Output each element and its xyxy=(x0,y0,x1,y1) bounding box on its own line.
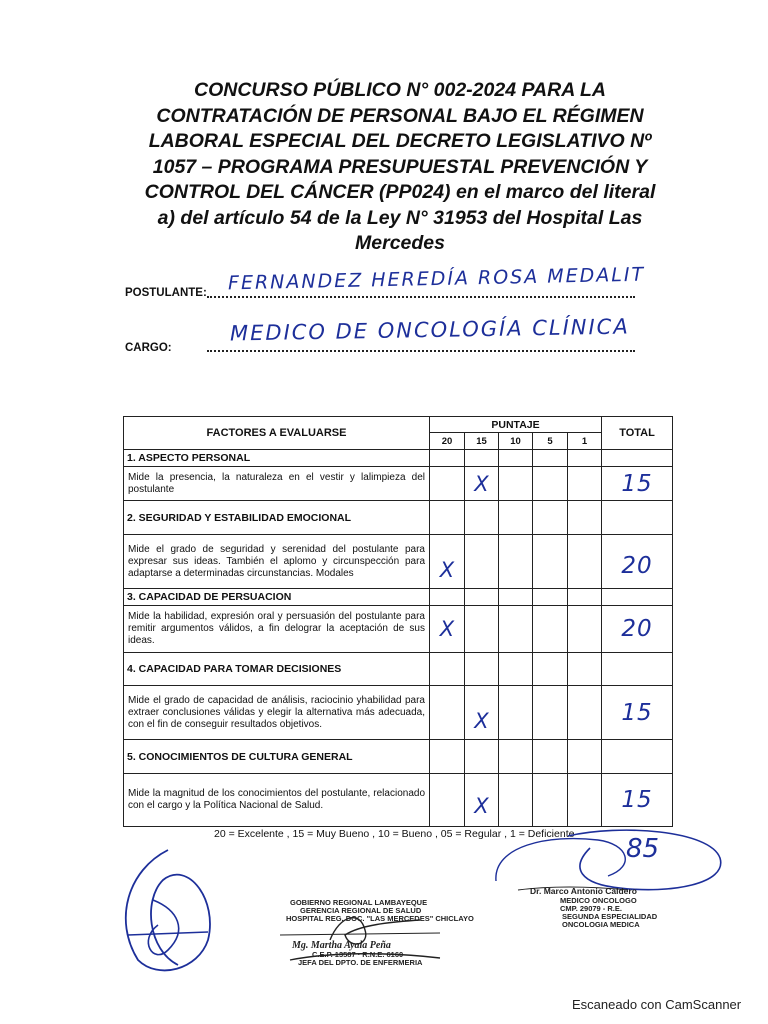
total-cell xyxy=(602,467,673,501)
handwritten-x-mark: X xyxy=(474,794,489,818)
cargo-dotted-line xyxy=(207,350,635,352)
total-cell xyxy=(602,535,673,589)
left-signature-icon xyxy=(108,840,228,990)
title-line: Mercedes xyxy=(355,232,445,254)
score-cell xyxy=(533,467,568,501)
score-cell xyxy=(465,606,499,653)
document-title xyxy=(105,78,695,257)
section-title: 4. CAPACIDAD PARA TOMAR DECISIONES xyxy=(124,653,430,686)
score-cell xyxy=(465,774,499,827)
section-description: Mide el grado de seguridad y serenidad del postulante para expresar sus ideas. También el aplomo y circunspección para adaptarse a determinadas circunstancias. Modales xyxy=(124,535,430,589)
right-signature-icon xyxy=(488,826,638,896)
title-line: a) del artículo 54 de la Ley N° 31953 del Hospital Las xyxy=(157,206,643,229)
title-line: CONTROL DEL CÁNCER (PP024) en el marco del literal xyxy=(144,181,656,203)
handwritten-total: 20 xyxy=(621,552,653,579)
handwritten-x-mark: X xyxy=(474,471,489,496)
section-title: 2. SEGURIDAD Y ESTABILIDAD EMOCIONAL xyxy=(124,501,430,535)
title-line: LABORAL ESPECIAL DEL DECRETO LEGISLATIVO Nº xyxy=(148,130,652,152)
score-cell xyxy=(499,606,533,653)
handwritten-x-mark: X xyxy=(439,557,455,582)
score-column-header: 5 xyxy=(533,433,568,450)
total-header: TOTAL xyxy=(602,417,673,450)
score-cell xyxy=(430,774,465,827)
handwritten-total: 15 xyxy=(621,787,653,813)
factors-header: FACTORES A EVALUARSE xyxy=(124,417,430,450)
postulante-dotted-line xyxy=(207,296,635,298)
title-line: 1057 – PROGRAMA PRESUPUESTAL PREVENCIÓN Y xyxy=(152,155,648,178)
score-cell xyxy=(499,467,533,501)
section-title: 3. CAPACIDAD DE PERSUACION xyxy=(124,589,430,606)
stamp-line: ONCOLOGIA MEDICA xyxy=(562,920,640,929)
stamp-line: HOSPITAL REG. DOC. "LAS MERCEDES" CHICLAYO xyxy=(286,914,474,923)
score-cell xyxy=(568,686,602,740)
score-cell xyxy=(568,606,602,653)
section-description: Mide la habilidad, expresión oral y persuasión del postulante para remitir argumentos válidos, a fin delograr la aceptación de sus ideas. xyxy=(124,606,430,653)
handwritten-total: 15 xyxy=(621,470,653,497)
score-cell xyxy=(430,606,465,653)
score-cell xyxy=(465,686,499,740)
score-cell xyxy=(499,535,533,589)
score-column-header: 1 xyxy=(568,433,602,450)
stamp-line: GERENCIA REGIONAL DE SALUD xyxy=(300,906,422,915)
handwritten-total: 15 xyxy=(621,699,653,726)
score-legend: 20 = Excelente , 15 = Muy Bueno , 10 = Bueno , 05 = Regular , 1 = Deficiente xyxy=(214,828,575,840)
stamp-line: C.E.P. 13587 · R.N.E. 6160 xyxy=(312,950,404,959)
stamp-line: GOBIERNO REGIONAL LAMBAYEQUE xyxy=(290,898,428,907)
section-title: 5. CONOCIMIENTOS DE CULTURA GENERAL xyxy=(124,740,430,774)
score-cell xyxy=(430,467,465,501)
stamp-line: CMP. 29079 - R.E. xyxy=(560,904,622,913)
scanner-watermark: Escaneado con CamScanner xyxy=(572,997,742,1012)
score-column-header: 20 xyxy=(430,433,465,450)
title-line: CONCURSO PÚBLICO N° 002-2024 PARA LA xyxy=(194,79,606,101)
cargo-label: CARGO: xyxy=(125,342,172,354)
score-cell xyxy=(533,535,568,589)
score-column-header: 15 xyxy=(465,433,499,450)
section-title: 1. ASPECTO PERSONAL xyxy=(124,450,430,467)
section-description: Mide la presencia, la naturaleza en el vestir y lalimpieza del postulante xyxy=(124,467,430,501)
score-cell xyxy=(465,535,499,589)
center-signature-icon xyxy=(270,900,450,970)
score-cell xyxy=(465,467,499,501)
score-cell xyxy=(499,686,533,740)
stamp-line: JEFA DEL DPTO. DE ENFERMERIA xyxy=(298,958,423,967)
score-cell xyxy=(430,686,465,740)
score-cell xyxy=(430,535,465,589)
handwritten-x-mark: X xyxy=(474,708,489,733)
handwritten-total: 20 xyxy=(621,616,653,642)
evaluation-table xyxy=(123,416,673,827)
puntaje-header: PUNTAJE xyxy=(430,417,602,433)
total-cell xyxy=(602,606,673,653)
stamp-line: SEGUNDA ESPECIALIDAD xyxy=(562,912,658,921)
score-cell xyxy=(533,606,568,653)
postulante-handwritten-value: FERNANDEZ HEREDÍA ROSA MEDALIT xyxy=(227,263,646,295)
cargo-handwritten-value: MEDICO DE ONCOLOGÍA CLÍNICA xyxy=(229,314,630,346)
score-cell xyxy=(568,535,602,589)
stamp-line: Mg. Martha Ayala Peña xyxy=(292,940,391,951)
score-cell xyxy=(533,686,568,740)
stamp-line: MEDICO ONCOLOGO xyxy=(560,896,637,905)
section-description: Mide la magnitud de los conocimientos del postulante, relacionado con el cargo y la Política Nacional de Salud. xyxy=(124,774,430,827)
stamp-line: Dr. Marco Antonio Caldero xyxy=(530,886,637,896)
score-column-header: 10 xyxy=(499,433,533,450)
postulante-label: POSTULANTE: xyxy=(125,287,207,299)
total-cell xyxy=(602,686,673,740)
title-line: CONTRATACIÓN DE PERSONAL BAJO EL RÉGIMEN xyxy=(156,104,644,127)
grand-total-value: 85 xyxy=(626,834,660,864)
handwritten-x-mark: X xyxy=(439,617,455,641)
score-cell xyxy=(499,774,533,827)
score-cell xyxy=(568,467,602,501)
section-description: Mide el grado de capacidad de análisis, raciocinio yhabilidad para extraer conclusiones válidas y elegir la alternativa más adecuada, con el fin de conseguir resultados objetivos. xyxy=(124,686,430,740)
